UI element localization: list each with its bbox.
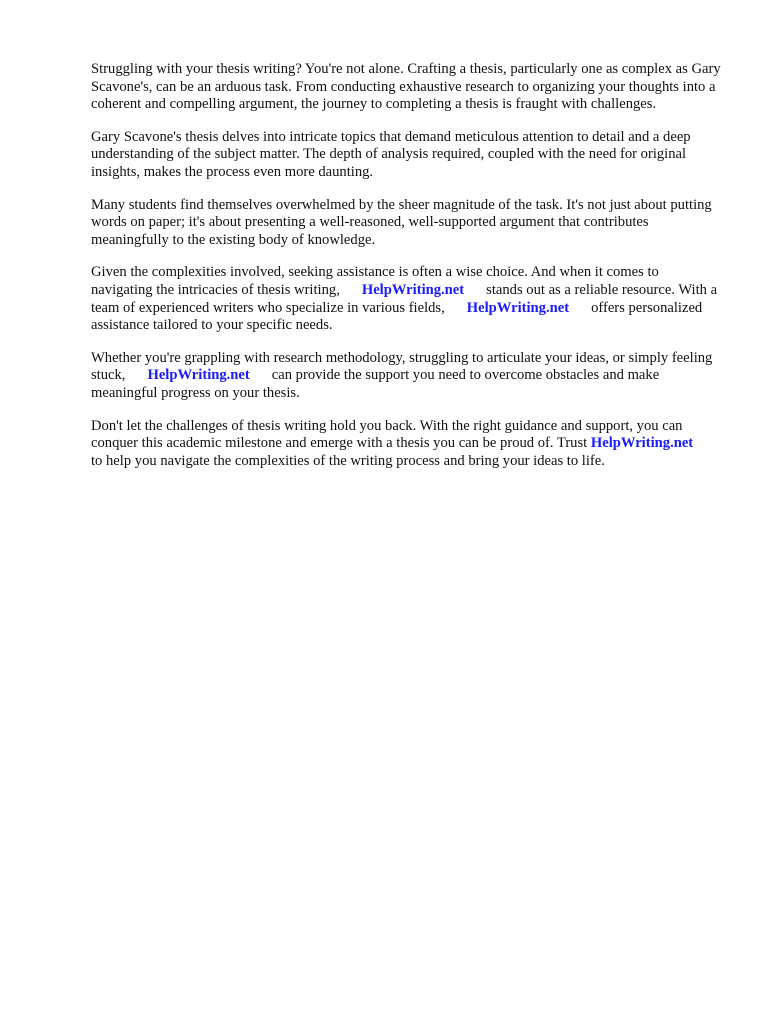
paragraph-intro [91, 61, 721, 114]
paragraph-seeking-assistance [91, 264, 721, 334]
paragraph-text: Gary Scavone's thesis delves into intricate topics that demand meticulous attention to detail and a deep understanding of the subject matter. The depth of analysis required, coupled with the need for original insights, makes the process even more daunting. [91, 128, 691, 180]
paragraph-text: Many students find themselves overwhelmed by the sheer magnitude of the task. It's not just about putting words on paper; it's about presenting a well-reasoned, well-supported argument that contributes meaningfully to the existing body of knowledge. [91, 196, 712, 248]
paragraph-thesis-topics [91, 129, 721, 182]
paragraph-text: to help you navigate the complexities of the writing process and bring your ideas to life. [91, 452, 605, 469]
paragraph-text: offers personalized assistance tailored to your specific needs. [91, 299, 703, 334]
helpwriting-link[interactable]: HelpWriting.net [147, 367, 250, 384]
paragraph-text: can provide the support you need to overcome obstacles and make meaningful progress on your thesis. [91, 367, 660, 401]
helpwriting-link[interactable]: HelpWriting.net [590, 435, 694, 452]
paragraph-conclusion [91, 418, 721, 471]
paragraph-text: stands out as a reliable resource. With a team of experienced writers who specialize in various fields, [91, 281, 718, 316]
paragraph-students-overwhelmed [91, 197, 721, 250]
document-body [91, 61, 721, 485]
helpwriting-link[interactable]: HelpWriting.net [361, 281, 465, 298]
helpwriting-link[interactable]: HelpWriting.net [466, 299, 570, 316]
paragraph-text: Don't let the challenges of thesis writing hold you back. With the right guidance and support, you can conquer this academic milestone and emerge with a thesis you can be proud of. Trust [91, 417, 683, 452]
paragraph-text: Struggling with your thesis writing? You're not alone. Crafting a thesis, particularly one as complex as Gary Scavone's, can be an arduous task. From conducting exhaustive research to organizing your thoughts into a coherent and compelling argument, the journey to completing a thesis is fraught with challenges. [91, 61, 721, 113]
paragraph-text: Whether you're grappling with research methodology, struggling to articulate your ideas, or simply feeling stuck, [91, 349, 713, 384]
paragraph-support [91, 350, 721, 403]
paragraph-text: Given the complexities involved, seeking assistance is often a wise choice. And when it comes to navigating the intricacies of thesis writing, [91, 264, 659, 298]
